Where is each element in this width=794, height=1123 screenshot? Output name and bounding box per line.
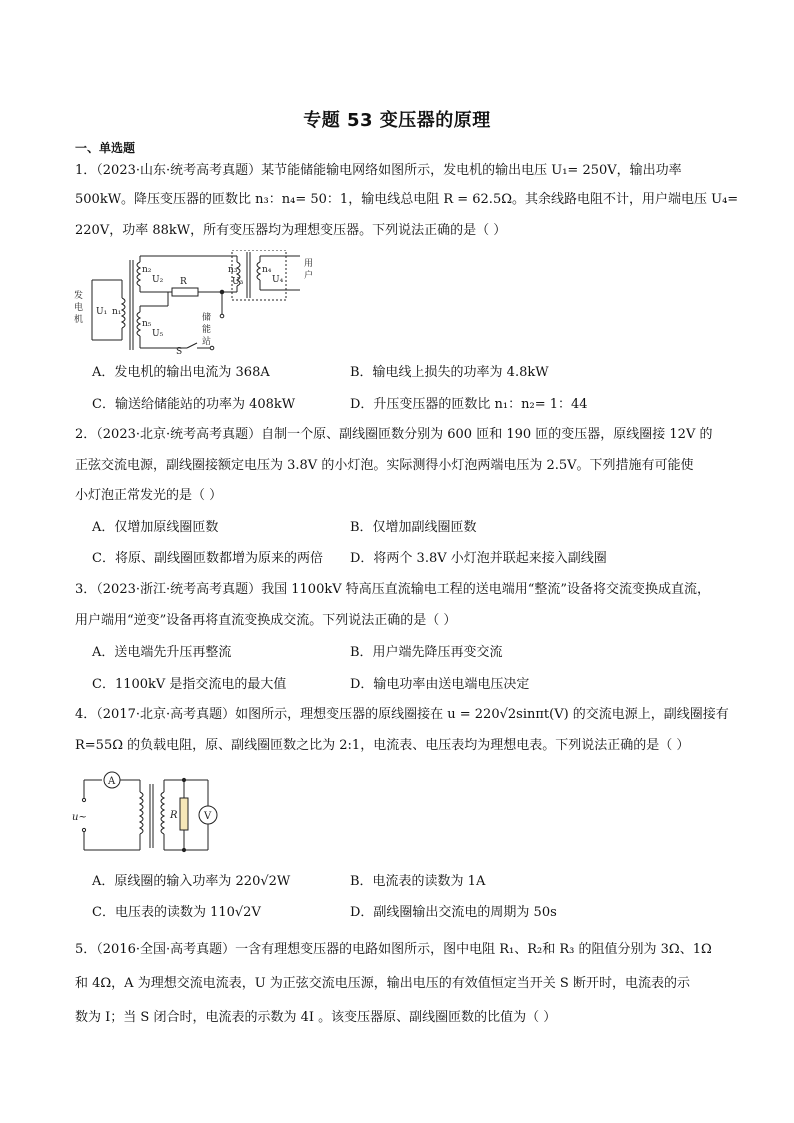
q3-option-d: D．输电功率由送电端电压决定: [350, 677, 530, 692]
q2-option-a: A．仅增加原线圈匝数: [92, 520, 219, 535]
svg-text:n₄: n₄: [262, 265, 272, 275]
q2-line-2: 正弦交流电源，副线圈接额定电压为 3.8V 的小灯泡。实际测得小灯泡两端电压为 2.5V。下列措施有可能使: [75, 458, 694, 473]
q2-line-3: 小灯泡正常发光的是（ ）: [75, 488, 223, 503]
q4-circuit-diagram: [72, 770, 222, 860]
q3-option-a: A．送电端先升压再整流: [92, 645, 232, 660]
svg-text:U₂: U₂: [152, 275, 164, 285]
q4-line-1: 4．（2017·北京·高考真题）如图所示，理想变压器的原线圈接在 u = 220√2sinπt(V) 的交流电源上，副线圈接有: [75, 707, 729, 722]
svg-text:用: 用: [304, 259, 314, 269]
q2-option-b: B．仅增加副线圈匝数: [350, 520, 477, 535]
svg-text:U₄: U₄: [272, 275, 284, 285]
svg-text:U₅: U₅: [152, 329, 164, 339]
q4-option-c: C．电压表的读数为 110√2V: [92, 905, 261, 920]
q2-line-1: 2．（2023·北京·统考高考真题）自制一个原、副线圈匝数分别为 600 匝和 190 匝的变压器，原线圈接 12V 的: [75, 427, 713, 442]
q1-line-2: 500kW。降压变压器的匝数比 n₃：n₄= 50：1，输电线总电阻 R = 62.5Ω。其余线路电阻不计，用户端电压 U₄=: [75, 192, 739, 207]
svg-text:U₁: U₁: [96, 307, 108, 317]
svg-text:n₂: n₂: [142, 265, 152, 275]
q1-option-b: B．输电线上损失的功率为 4.8kW: [350, 365, 549, 380]
q4-option-a: A．原线圈的输入功率为 220√2W: [92, 874, 291, 889]
svg-text:n₅: n₅: [142, 319, 152, 329]
svg-text:电: 电: [74, 303, 84, 313]
q1-option-a: A．发电机的输出电流为 368A: [92, 365, 270, 380]
section-heading: 一、单选题: [75, 141, 136, 155]
q1-option-d: D．升压变压器的匝数比 n₁：n₂= 1：44: [350, 397, 588, 412]
q3-line-2: 用户端用“逆变”设备再将直流变换成交流。下列说法正确的是（ ）: [75, 613, 457, 628]
q3-option-c: C．1100kV 是指交流电的最大值: [92, 677, 287, 692]
q5-line-1: 5．（2016·全国·高考真题）一含有理想变压器的电路如图所示，图中电阻 R₁、R₂和 R₃ 的阻值分别为 3Ω、1Ω: [75, 942, 712, 957]
q1-circuit-diagram: [72, 250, 322, 356]
svg-text:储: 储: [202, 313, 212, 323]
svg-text:R: R: [180, 277, 187, 287]
q5-line-3: 数为 I；当 S 闭合时，电流表的示数为 4I 。该变压器原、副线圈匝数的比值为（ ）: [75, 1010, 557, 1025]
svg-text:V: V: [204, 811, 212, 822]
q2-option-c: C．将原、副线圈匝数都增为原来的两倍: [92, 551, 323, 566]
q1-option-c: C．输送给储能站的功率为 408kW: [92, 397, 296, 412]
q2-option-d: D．将两个 3.8V 小灯泡并联起来接入副线圈: [350, 551, 607, 566]
svg-text:站: 站: [202, 337, 212, 347]
svg-text:发: 发: [74, 291, 84, 301]
q4-option-b: B．电流表的读数为 1A: [350, 874, 486, 889]
q5-line-2: 和 4Ω，A 为理想交流电流表，U 为正弦交流电压源，输出电压的有效值恒定当开关 S 断开时，电流表的示: [75, 976, 690, 991]
page-title: 专题 53 变压器的原理: [303, 110, 491, 131]
svg-text:n₃: n₃: [228, 265, 238, 275]
svg-text:u~: u~: [72, 812, 87, 823]
q4-option-d: D．副线圈输出交流电的周期为 50s: [350, 905, 557, 920]
svg-text:n₁: n₁: [112, 307, 122, 317]
svg-text:能: 能: [202, 325, 212, 335]
svg-text:A: A: [108, 776, 116, 787]
q1-line-3: 220V，功率 88kW，所有变压器均为理想变压器。下列说法正确的是（ ）: [75, 223, 507, 238]
q3-line-1: 3．（2023·浙江·统考高考真题）我国 1100kV 特高压直流输电工程的送电端用“整流”设备将交流变换成直流，: [75, 582, 711, 597]
q4-line-2: R=55Ω 的负载电阻，原、副线圈匝数之比为 2:1，电流表、电压表均为理想电表。下列说法正确的是（ ）: [75, 738, 690, 753]
q3-option-b: B．用户端先降压再变交流: [350, 645, 503, 660]
svg-text:S: S: [176, 347, 183, 356]
svg-text:R: R: [170, 810, 178, 821]
svg-text:户: 户: [304, 271, 314, 281]
svg-text:机: 机: [74, 315, 84, 325]
q1-line-1: 1．（2023·山东·统考高考真题）某节能储能输电网络如图所示，发电机的输出电压 U₁= 250V，输出功率: [75, 163, 682, 178]
svg-text:U₃: U₃: [232, 277, 244, 287]
